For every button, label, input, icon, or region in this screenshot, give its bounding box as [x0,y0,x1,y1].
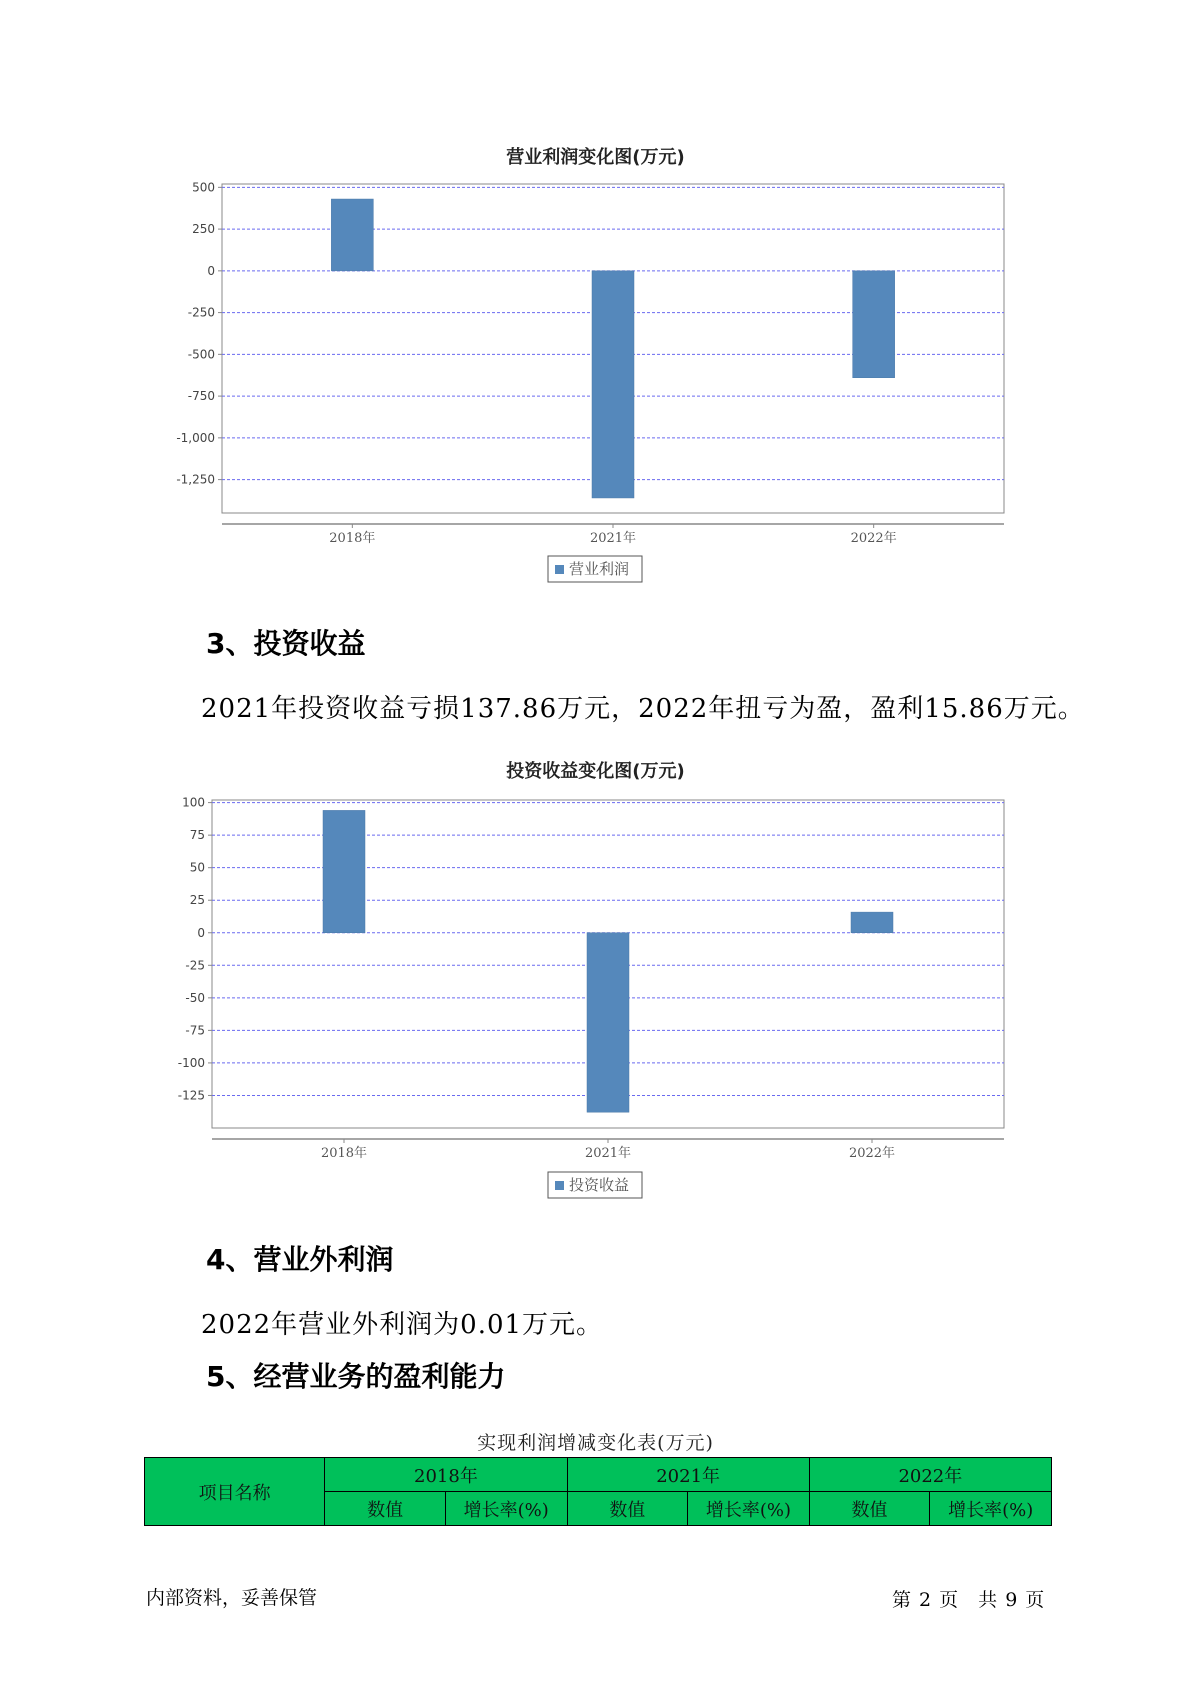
y-tick-label: -100 [177,1055,205,1070]
legend-label: 投资收益 [569,1176,630,1194]
table-year-header: 2021年 [567,1458,809,1492]
y-tick-label: -1,000 [176,430,215,445]
footer-page-number [892,1585,1052,1612]
y-tick-label: 75 [189,828,205,843]
table-rate-header: 增长率(%) [445,1492,567,1526]
page-current: 2 [919,1589,932,1611]
y-tick-label: 100 [182,795,205,810]
x-tick-label: 2022年 [848,1146,896,1161]
bar [587,933,629,1112]
legend [548,556,642,582]
x-tick-label: 2022年 [850,531,897,546]
table-value-header: 数值 [567,1492,688,1526]
y-tick-label: 250 [192,222,215,237]
profit-change-table [144,1457,1052,1526]
table-value-header: 数值 [325,1492,446,1526]
y-tick-label: -1,250 [176,472,215,487]
section-4-text: 2022年营业外利润为0.01万元。 [201,1310,604,1340]
section-3-text: 2021年投资收益亏损137.86万元，2022年扭亏为盈，盈利15.86万元。 [201,694,1085,724]
section-4-heading: 4、营业外利润 [206,1243,394,1276]
bar [853,271,895,378]
page-prefix: 第 [892,1589,912,1611]
total-prefix: 共 [978,1589,998,1611]
x-tick-label: 2021年 [589,531,637,546]
legend [548,1172,642,1198]
total-unit: 页 [1025,1589,1045,1611]
table-rate-header: 增长率(%) [930,1492,1052,1526]
legend-swatch [555,1181,564,1190]
investment-income-chart [0,785,1191,1205]
table-caption: 实现利润增减变化表(万元) [477,1432,714,1454]
bar [323,810,365,932]
operating-profit-chart [0,170,1191,590]
page-total: 9 [1005,1589,1018,1611]
x-tick-label: 2018年 [329,531,376,546]
y-tick-label: -125 [177,1088,205,1103]
table-value-header: 数值 [809,1492,930,1526]
bar [592,271,634,498]
y-tick-label: 0 [197,925,205,940]
section-5-heading: 5、经营业务的盈利能力 [206,1360,506,1393]
y-tick-label: 50 [189,860,205,875]
section-3-heading: 3、投资收益 [206,627,366,660]
bar [851,912,893,933]
chart2-title: 投资收益变化图(万元) [506,761,685,782]
table-year-header: 2022年 [809,1458,1051,1492]
page-unit: 页 [939,1589,959,1611]
footer-confidential-note: 内部资料，妥善保管 [146,1587,318,1609]
chart1-title: 营业利润变化图(万元) [506,147,685,168]
y-tick-label: 500 [192,180,215,195]
bar [331,199,373,271]
y-tick-label: -25 [185,958,205,973]
table-rate-header: 增长率(%) [688,1492,810,1526]
y-tick-label: -250 [187,305,215,320]
x-tick-label: 2018年 [320,1146,368,1161]
y-tick-label: 25 [189,893,205,908]
legend-swatch [555,565,564,574]
x-tick-label: 2021年 [584,1146,632,1161]
y-tick-label: -50 [185,990,205,1005]
table-year-header: 2018年 [325,1458,567,1492]
y-tick-label: -500 [187,347,215,362]
legend-label: 营业利润 [569,560,630,578]
table-item-header: 项目名称 [145,1458,325,1526]
y-tick-label: 0 [207,263,215,278]
y-tick-label: -75 [185,1023,205,1038]
y-tick-label: -750 [187,389,215,404]
